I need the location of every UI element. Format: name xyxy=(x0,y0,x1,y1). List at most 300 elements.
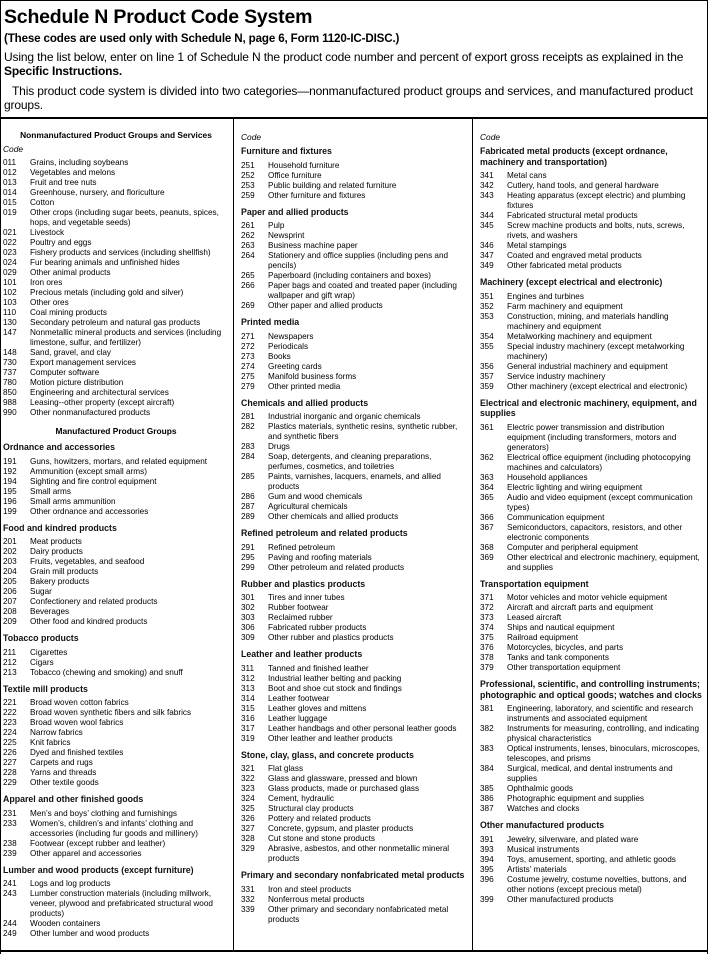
product-code: 285 xyxy=(241,472,255,481)
product-code-row xyxy=(3,718,229,728)
product-code-row xyxy=(3,567,229,577)
product-code: 291 xyxy=(241,542,255,552)
product-code: 850 xyxy=(3,388,17,397)
product-description: Musical instruments xyxy=(507,844,580,854)
product-code-row xyxy=(241,382,467,392)
product-code: 275 xyxy=(241,371,255,381)
product-code-row xyxy=(241,241,467,251)
product-code: 203 xyxy=(3,557,17,566)
product-group-title: Furniture and fixtures xyxy=(241,146,332,156)
product-code: 279 xyxy=(241,381,255,391)
product-code: 345 xyxy=(480,221,494,230)
categories-paragraph: This product code system is divided into two categories—nonmanufactured product groups and services, and manufactured product groups. xyxy=(4,84,693,112)
product-code: 311 xyxy=(241,663,255,673)
product-group xyxy=(3,442,229,517)
product-group xyxy=(3,523,229,628)
product-code-row xyxy=(3,809,229,819)
product-code-row xyxy=(3,708,229,718)
product-code-row xyxy=(241,623,467,633)
product-code-row xyxy=(480,302,704,312)
product-description: Engineering, laboratory, and scientific and research instruments and associated equipment xyxy=(507,704,693,723)
product-code: 385 xyxy=(480,784,494,793)
product-description: Other rubber and plastics products xyxy=(268,633,394,642)
product-code-row xyxy=(3,668,229,678)
product-code: 249 xyxy=(3,929,17,938)
product-description: Fruits, vegetables, and seafood xyxy=(30,557,145,566)
product-code-row xyxy=(480,633,704,643)
product-description: Small arms xyxy=(30,486,71,496)
product-description: Pulp xyxy=(268,221,285,230)
product-description: Other printed media xyxy=(268,381,341,391)
nonmanufactured-list xyxy=(3,158,229,418)
product-code-row xyxy=(241,784,467,794)
product-code: 274 xyxy=(241,361,255,371)
product-description: Other manufactured products xyxy=(507,894,614,904)
product-code-row xyxy=(3,477,229,487)
manufactured-groups-col1 xyxy=(3,442,229,939)
product-code: 206 xyxy=(3,587,17,596)
column-1 xyxy=(3,130,229,939)
product-group xyxy=(241,398,467,523)
product-code: 396 xyxy=(480,874,494,884)
product-group xyxy=(241,750,467,865)
product-description: Manifold business forms xyxy=(268,371,357,381)
product-code: 228 xyxy=(3,768,17,777)
product-code-row xyxy=(3,298,229,308)
product-description: Business machine paper xyxy=(268,241,358,250)
product-description: Other fabricated metal products xyxy=(507,261,622,270)
product-code-row xyxy=(480,453,704,473)
product-description: Leasing--other property (except aircraft) xyxy=(30,398,175,407)
product-code: 399 xyxy=(480,894,494,904)
product-code-row xyxy=(3,597,229,607)
product-code-row xyxy=(3,368,229,378)
product-code-row xyxy=(3,388,229,398)
product-code-row xyxy=(480,473,704,483)
product-code: 261 xyxy=(241,221,255,230)
product-description: Motion picture distribution xyxy=(30,378,124,387)
product-description: Industrial inorganic and organic chemicals xyxy=(268,412,421,421)
product-code-row xyxy=(241,543,467,553)
product-group xyxy=(480,579,704,674)
nonmanufactured-heading: Nonmanufactured Product Groups and Services xyxy=(20,130,212,140)
product-description: Grains, including soybeans xyxy=(30,158,129,167)
product-code-row xyxy=(3,738,229,748)
product-code: 316 xyxy=(241,713,255,723)
product-code: 222 xyxy=(3,708,17,717)
product-code: 306 xyxy=(241,623,255,632)
product-code: 227 xyxy=(3,758,17,767)
product-code: 194 xyxy=(3,476,17,486)
product-code-row xyxy=(480,865,704,875)
product-description: Guns, howitzers, mortars, and related equipment xyxy=(30,456,208,466)
product-code: 101 xyxy=(3,278,17,287)
product-code-row xyxy=(241,332,467,342)
product-description: Sighting and fire control equipment xyxy=(30,476,157,486)
product-code: 265 xyxy=(241,271,255,280)
product-description: Other lumber and wood products xyxy=(30,929,150,938)
product-group xyxy=(241,528,467,573)
product-description: Household appliances xyxy=(507,472,588,482)
product-description: Semiconductors, capacitors, resistors, and other electronic components xyxy=(507,522,683,542)
product-code: 253 xyxy=(241,180,255,190)
product-description: Instruments for measuring, controlling, and indicating physical characteristics xyxy=(507,724,700,743)
product-description: Fabricated structural metal products xyxy=(507,211,638,220)
product-description: Paints, varnishes, lacquers, enamels, and allied products xyxy=(268,472,441,491)
product-code: 231 xyxy=(3,808,17,818)
product-description: Leather footwear xyxy=(268,693,330,703)
product-description: Knit fabrics xyxy=(30,738,71,747)
product-code: 284 xyxy=(241,452,255,461)
product-description: Iron and steel products xyxy=(268,884,352,894)
product-description: Leased aircraft xyxy=(507,613,562,622)
product-code: 327 xyxy=(241,824,255,833)
product-code-row xyxy=(3,318,229,328)
product-code: 322 xyxy=(241,774,255,783)
product-group-title: Food and kindred products xyxy=(3,522,117,533)
product-code-row xyxy=(241,734,467,744)
product-code: 329 xyxy=(241,844,255,853)
product-code: 204 xyxy=(3,567,17,576)
product-code-row xyxy=(480,181,704,191)
product-code-row xyxy=(3,658,229,668)
product-description: Jewelry, silverware, and plated ware xyxy=(507,834,639,844)
product-code-row xyxy=(3,208,229,228)
intro-paragraph xyxy=(4,51,704,78)
product-code: 315 xyxy=(241,703,255,713)
product-description: Stationery and office supplies (including pens and pencils) xyxy=(268,251,449,270)
product-code-row xyxy=(3,188,229,198)
product-description: Concrete, gypsum, and plaster products xyxy=(268,824,414,833)
product-description: Dyed and finished textiles xyxy=(30,748,124,757)
product-group xyxy=(480,820,704,905)
column-divider-2 xyxy=(472,118,473,951)
product-code-row xyxy=(241,412,467,422)
product-code-row xyxy=(3,358,229,368)
product-description: Secondary petroleum and natural gas products xyxy=(30,318,201,327)
product-code: 312 xyxy=(241,673,255,683)
product-code: 353 xyxy=(480,311,494,321)
product-group xyxy=(480,277,704,392)
product-description: Photographic equipment and supplies xyxy=(507,794,645,803)
product-code: 362 xyxy=(480,452,494,462)
product-code-row xyxy=(3,507,229,517)
product-code-row xyxy=(3,457,229,467)
product-description: Bakery products xyxy=(30,577,90,586)
product-group xyxy=(3,865,229,940)
product-code: 373 xyxy=(480,613,494,622)
product-code-row xyxy=(480,423,704,453)
product-code: 309 xyxy=(241,633,255,642)
product-code: 202 xyxy=(3,547,17,556)
product-code: 363 xyxy=(480,472,494,482)
product-code-row xyxy=(480,794,704,804)
product-description: Metal cans xyxy=(507,171,547,180)
product-code-row xyxy=(3,467,229,477)
product-code-row xyxy=(3,178,229,188)
product-code-row xyxy=(3,278,229,288)
product-code: 241 xyxy=(3,879,17,888)
product-code-row xyxy=(3,607,229,617)
page-subtitle: (These codes are used only with Schedule N, page 6, Form 1120-IC-DISC.) xyxy=(4,32,400,45)
product-description: Precious metals (including gold and silver) xyxy=(30,288,184,297)
product-code-row xyxy=(3,778,229,788)
product-code-row xyxy=(480,513,704,523)
product-description: Computer software xyxy=(30,368,100,377)
product-code: 201 xyxy=(3,537,17,546)
product-description: General industrial machinery and equipment xyxy=(507,361,668,371)
product-code: 332 xyxy=(241,894,255,904)
product-code-row xyxy=(480,744,704,764)
product-code: 376 xyxy=(480,643,494,652)
product-description: Construction, mining, and materials handling machinery and equipment xyxy=(507,311,669,331)
product-group-title: Stone, clay, glass, and concrete products xyxy=(241,749,414,760)
intro-text: Using the list below, enter on line 1 of Schedule N the product code number and percent of export gross receipts as explained in the xyxy=(4,50,684,64)
product-code-row xyxy=(241,664,467,674)
product-code: 361 xyxy=(480,422,494,432)
product-code: 372 xyxy=(480,603,494,612)
product-code: 223 xyxy=(3,718,17,727)
product-code-row xyxy=(3,748,229,758)
product-code: 148 xyxy=(3,348,17,357)
product-description: Other nonmanufactured products xyxy=(30,408,151,417)
product-code-row xyxy=(241,694,467,704)
product-group-title: Textile mill products xyxy=(3,683,88,694)
product-code: 343 xyxy=(480,191,494,200)
product-code: 393 xyxy=(480,844,494,854)
product-code: 207 xyxy=(3,597,17,606)
product-description: Cigarettes xyxy=(30,647,68,657)
product-code: 192 xyxy=(3,466,17,476)
product-code-row xyxy=(241,422,467,442)
product-description: Tobacco (chewing and smoking) and snuff xyxy=(30,667,183,677)
product-code-row xyxy=(241,271,467,281)
product-code-row xyxy=(3,557,229,567)
product-description: Cotton xyxy=(30,198,55,207)
product-code: 283 xyxy=(241,442,255,451)
manufactured-heading: Manufactured Product Groups xyxy=(55,426,177,436)
product-group xyxy=(3,794,229,859)
product-code: 364 xyxy=(480,482,494,492)
bottom-rule xyxy=(0,950,708,952)
product-description: Agricultural chemicals xyxy=(268,502,348,511)
product-code: 289 xyxy=(241,512,255,521)
product-description: Abrasive, asbestos, and other nonmetallic mineral products xyxy=(268,844,450,863)
product-code-row xyxy=(480,663,704,673)
product-code: 282 xyxy=(241,422,255,431)
product-description: Public building and related furniture xyxy=(268,180,397,190)
column-2 xyxy=(241,132,467,925)
product-code-row xyxy=(241,502,467,512)
product-code-row xyxy=(480,493,704,513)
product-description: Newspapers xyxy=(268,331,314,341)
product-code: 205 xyxy=(3,577,17,586)
product-description: Watches and clocks xyxy=(507,804,580,813)
product-code: 271 xyxy=(241,331,255,341)
product-group-title: Other manufactured products xyxy=(480,820,605,830)
product-code: 262 xyxy=(241,231,255,240)
product-code: 339 xyxy=(241,904,255,914)
product-group xyxy=(241,146,467,201)
product-group xyxy=(241,649,467,744)
product-code: 102 xyxy=(3,288,17,297)
product-code-row xyxy=(3,198,229,208)
product-code: 375 xyxy=(480,633,494,642)
product-code: 780 xyxy=(3,378,17,387)
product-code-row xyxy=(241,372,467,382)
product-group-title: Lumber and wood products (except furniture) xyxy=(3,864,194,875)
product-group-title: Apparel and other finished goods xyxy=(3,794,144,804)
product-code: 299 xyxy=(241,562,255,572)
product-description: Electric power transmission and distribution equipment (including transformers, motors and generators) xyxy=(507,422,677,452)
product-code-row xyxy=(480,855,704,865)
product-description: Fishery products and services (including shellfish) xyxy=(30,248,211,257)
product-code: 341 xyxy=(480,171,494,180)
product-code-row xyxy=(241,804,467,814)
product-description: Metalworking machinery and equipment xyxy=(507,331,652,341)
product-code-row xyxy=(3,487,229,497)
product-code: 342 xyxy=(480,181,494,190)
product-description: Computer and peripheral equipment xyxy=(507,542,639,552)
product-code-row xyxy=(241,301,467,311)
product-code-row xyxy=(3,348,229,358)
product-code-row xyxy=(3,839,229,849)
product-description: Tires and inner tubes xyxy=(268,593,345,602)
header-divider xyxy=(0,117,708,119)
product-description: Other transportation equipment xyxy=(507,663,621,672)
product-group xyxy=(241,207,467,312)
product-code-row xyxy=(241,342,467,352)
column-3 xyxy=(480,132,704,905)
product-code-row xyxy=(241,593,467,603)
product-description: Iron ores xyxy=(30,278,63,287)
product-code-row xyxy=(3,378,229,388)
product-code: 328 xyxy=(241,834,255,843)
product-code: 024 xyxy=(3,258,17,267)
product-code: 355 xyxy=(480,341,494,351)
product-description: Broad woven cotton fabrics xyxy=(30,698,129,707)
product-code: 021 xyxy=(3,228,17,237)
manufactured-groups-col3 xyxy=(480,146,704,905)
product-description: Leather luggage xyxy=(268,713,328,723)
product-description: Engines and turbines xyxy=(507,291,584,301)
product-code: 357 xyxy=(480,371,494,381)
product-code-row xyxy=(480,623,704,633)
product-code-row xyxy=(241,724,467,734)
product-group-title: Printed media xyxy=(241,317,300,327)
product-group xyxy=(480,146,704,271)
product-code: 295 xyxy=(241,552,255,562)
product-code: 229 xyxy=(3,778,17,787)
product-code: 022 xyxy=(3,238,17,247)
product-group-title: Leather and leather products xyxy=(241,649,363,659)
product-group-title: Fabricated metal products (except ordnance, machinery and transportation) xyxy=(480,146,668,167)
product-description: Coated and engraved metal products xyxy=(507,251,642,260)
product-code-row xyxy=(241,774,467,784)
product-description: Beverages xyxy=(30,607,70,616)
product-description: Cement, hydraulic xyxy=(268,794,334,803)
product-code-row xyxy=(3,819,229,839)
product-code: 346 xyxy=(480,241,494,250)
product-code: 303 xyxy=(241,613,255,622)
product-code-row xyxy=(3,308,229,318)
product-code: 147 xyxy=(3,328,17,337)
product-code-row xyxy=(241,814,467,824)
product-description: Footwear (except rubber and leather) xyxy=(30,838,166,848)
product-code: 326 xyxy=(241,814,255,823)
product-description: Farm machinery and equipment xyxy=(507,301,623,311)
product-code-row xyxy=(3,158,229,168)
product-code-row xyxy=(241,191,467,201)
product-description: Broad woven synthetic fibers and silk fabrics xyxy=(30,708,192,717)
product-description: Narrow fabrics xyxy=(30,728,83,737)
product-code: 239 xyxy=(3,848,17,858)
product-code-row xyxy=(480,362,704,372)
product-code-row xyxy=(480,372,704,382)
product-code-row xyxy=(241,764,467,774)
product-description: Fabricated rubber products xyxy=(268,623,367,632)
product-description: Other petroleum and related products xyxy=(268,562,405,572)
product-description: Service industry machinery xyxy=(507,371,606,381)
product-code: 199 xyxy=(3,506,17,516)
product-description: Household furniture xyxy=(268,160,340,170)
product-code-row xyxy=(480,835,704,845)
product-code: 382 xyxy=(480,724,494,733)
product-code-row xyxy=(480,241,704,251)
product-description: Electric lighting and wiring equipment xyxy=(507,482,643,492)
product-code-row xyxy=(241,613,467,623)
product-code: 395 xyxy=(480,864,494,874)
product-code-row xyxy=(480,221,704,241)
product-code: 221 xyxy=(3,698,17,707)
product-code-row xyxy=(241,352,467,362)
product-code-row xyxy=(480,764,704,784)
product-group-title: Primary and secondary nonfabricated metal products xyxy=(241,870,465,880)
product-description: Other leather and leather products xyxy=(268,733,393,743)
product-description: Greenhouse, nursery, and floriculture xyxy=(30,188,165,197)
product-code-row xyxy=(480,211,704,221)
product-description: Artists’ materials xyxy=(507,864,567,874)
product-description: Pottery and related products xyxy=(268,814,371,823)
product-description: Other furniture and fixtures xyxy=(268,190,366,200)
product-code: 019 xyxy=(3,208,17,217)
product-code: 213 xyxy=(3,667,17,677)
product-code-row xyxy=(241,221,467,231)
product-code: 015 xyxy=(3,198,17,207)
product-description: Nonmetallic mineral products and services (including limestone, sulfur, and fertilizer) xyxy=(30,328,222,347)
product-code-row xyxy=(241,905,467,925)
product-code-row xyxy=(241,714,467,724)
product-code-row xyxy=(480,603,704,613)
product-description: Glass products, made or purchased glass xyxy=(268,784,420,793)
product-code: 224 xyxy=(3,728,17,737)
product-description: Sugar xyxy=(30,587,52,596)
product-description: Fur bearing animals and unfinished hides xyxy=(30,258,180,267)
product-code: 023 xyxy=(3,248,17,257)
manufactured-groups-col2 xyxy=(241,146,467,925)
product-code: 212 xyxy=(3,657,17,667)
product-description: Fruit and tree nuts xyxy=(30,178,97,187)
product-description: Rubber footwear xyxy=(268,603,329,612)
product-description: Other food and kindred products xyxy=(30,617,148,626)
product-code: 371 xyxy=(480,593,494,602)
product-code-row xyxy=(480,171,704,181)
product-code-row xyxy=(241,472,467,492)
product-description: Motor vehicles and motor vehicle equipment xyxy=(507,593,668,602)
specific-instructions-ref: Specific Instructions. xyxy=(4,63,123,78)
product-code-row xyxy=(241,362,467,372)
product-description: Meat products xyxy=(30,537,82,546)
